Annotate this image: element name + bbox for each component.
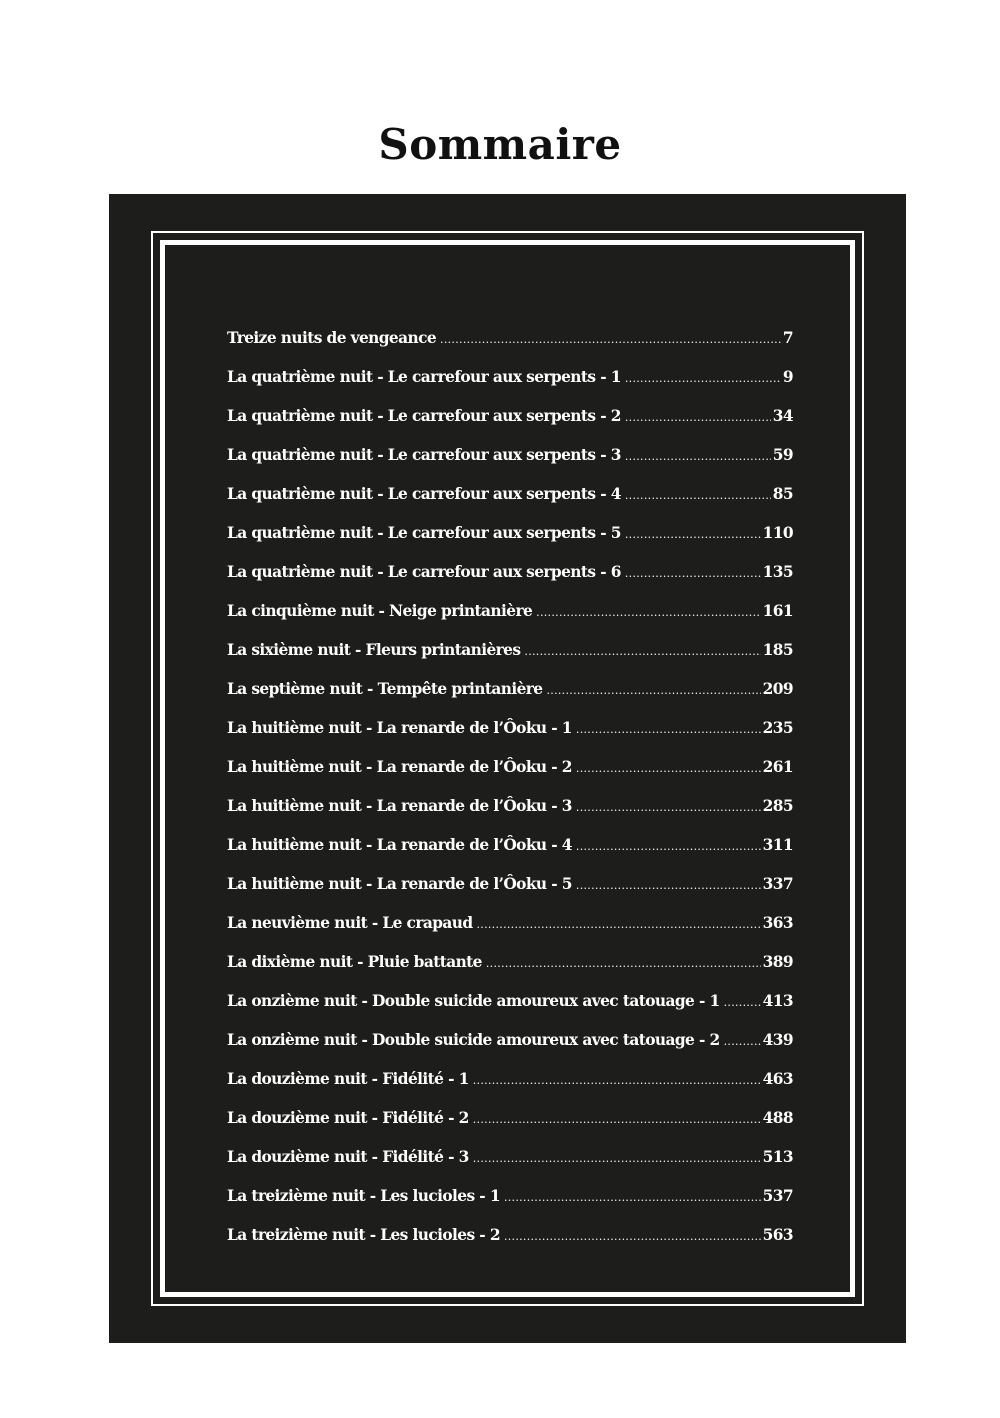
toc-entry-page-number: 363 — [762, 914, 793, 932]
toc-entry-title: La huitième nuit - La renarde de l’Ôoku - 5 — [227, 875, 572, 893]
toc-dot-leader — [625, 515, 761, 554]
toc-entry[interactable] — [227, 553, 793, 592]
toc-entry-page-number: 209 — [762, 680, 793, 698]
toc-entry-page-number: 537 — [762, 1187, 793, 1205]
toc-entry-title: La huitième nuit - La renarde de l’Ôoku - 1 — [227, 719, 572, 737]
toc-entry-page-number: 34 — [772, 407, 793, 425]
toc-entry-page-number: 439 — [762, 1031, 793, 1049]
toc-entry[interactable] — [227, 1177, 793, 1216]
toc-dot-leader — [473, 1139, 761, 1178]
toc-entry-page-number: 9 — [782, 368, 793, 386]
toc-entry-title: La septième nuit - Tempête printanière — [227, 680, 543, 698]
toc-entry-page-number: 413 — [762, 992, 793, 1010]
toc-entry[interactable] — [227, 709, 793, 748]
toc-entry-title: La dixième nuit - Pluie battante — [227, 953, 482, 971]
toc-entry-title: La neuvième nuit - Le crapaud — [227, 914, 473, 932]
toc-entry-title: La douzième nuit - Fidélité - 2 — [227, 1109, 469, 1127]
toc-entry-page-number: 85 — [772, 485, 793, 503]
toc-entry-title: La onzième nuit - Double suicide amoureux avec tatouage - 1 — [227, 992, 720, 1010]
toc-dot-leader — [625, 437, 771, 476]
page-title: Sommaire — [378, 120, 622, 169]
toc-entry[interactable] — [227, 631, 793, 670]
toc-entry-title: Treize nuits de vengeance — [227, 329, 437, 347]
toc-entry-page-number: 110 — [762, 524, 793, 542]
toc-entry-page-number: 463 — [762, 1070, 793, 1088]
toc-dot-leader — [504, 1178, 761, 1217]
toc-entry[interactable] — [227, 1060, 793, 1099]
toc-dot-leader — [576, 866, 761, 905]
table-of-contents — [227, 319, 793, 1255]
toc-entry-page-number: 185 — [762, 641, 793, 659]
toc-dot-leader — [440, 320, 781, 359]
toc-entry-page-number: 7 — [782, 329, 793, 347]
toc-dot-leader — [547, 671, 761, 710]
toc-dot-leader — [625, 554, 761, 593]
toc-dot-leader — [625, 398, 771, 437]
toc-entry-page-number: 311 — [762, 836, 793, 854]
toc-entry[interactable] — [227, 787, 793, 826]
toc-entry[interactable] — [227, 319, 793, 358]
toc-entry-title: La huitième nuit - La renarde de l’Ôoku - 4 — [227, 836, 572, 854]
toc-entry-page-number: 285 — [762, 797, 793, 815]
toc-entry[interactable] — [227, 865, 793, 904]
toc-entry-page-number: 261 — [762, 758, 793, 776]
toc-dot-leader — [625, 476, 771, 515]
toc-dot-leader — [576, 788, 761, 827]
toc-entry-page-number: 161 — [762, 602, 793, 620]
toc-entry-title: La douzième nuit - Fidélité - 3 — [227, 1148, 469, 1166]
toc-entry[interactable] — [227, 1021, 793, 1060]
toc-entry-page-number: 389 — [762, 953, 793, 971]
toc-entry-page-number: 488 — [762, 1109, 793, 1127]
toc-dot-leader — [576, 710, 761, 749]
toc-dot-leader — [724, 983, 761, 1022]
toc-dot-leader — [524, 632, 760, 671]
toc-entry-title: La huitième nuit - La renarde de l’Ôoku - 2 — [227, 758, 572, 776]
toc-entry[interactable] — [227, 475, 793, 514]
toc-dot-leader — [536, 593, 761, 632]
toc-entry-title: La sixième nuit - Fleurs printanières — [227, 641, 521, 659]
toc-entry[interactable] — [227, 826, 793, 865]
toc-dot-leader — [576, 749, 761, 788]
toc-dot-leader — [576, 827, 761, 866]
toc-entry-page-number: 135 — [762, 563, 793, 581]
toc-entry[interactable] — [227, 943, 793, 982]
toc-entry-title: La quatrième nuit - Le carrefour aux serpents - 5 — [227, 524, 621, 542]
toc-entry-title: La quatrième nuit - Le carrefour aux serpents - 3 — [227, 446, 621, 464]
toc-entry[interactable] — [227, 514, 793, 553]
toc-dot-leader — [724, 1022, 761, 1061]
toc-entry-title: La treizième nuit - Les lucioles - 1 — [227, 1187, 500, 1205]
toc-entry-title: La quatrième nuit - Le carrefour aux serpents - 1 — [227, 368, 621, 386]
toc-entry[interactable] — [227, 1216, 793, 1255]
toc-dot-leader — [473, 1061, 761, 1100]
toc-entry-title: La huitième nuit - La renarde de l’Ôoku - 3 — [227, 797, 572, 815]
toc-entry-title: La quatrième nuit - Le carrefour aux serpents - 4 — [227, 485, 621, 503]
toc-entry-title: La cinquième nuit - Neige printanière — [227, 602, 533, 620]
toc-entry[interactable] — [227, 904, 793, 943]
toc-entry-page-number: 235 — [762, 719, 793, 737]
toc-entry-page-number: 563 — [762, 1226, 793, 1244]
toc-entry[interactable] — [227, 670, 793, 709]
toc-entry[interactable] — [227, 436, 793, 475]
toc-entry-title: La quatrième nuit - Le carrefour aux serpents - 2 — [227, 407, 621, 425]
toc-dot-leader — [625, 359, 781, 398]
toc-dot-leader — [486, 944, 761, 983]
toc-entry-page-number: 59 — [772, 446, 793, 464]
toc-entry[interactable] — [227, 748, 793, 787]
toc-entry[interactable] — [227, 1138, 793, 1177]
toc-entry[interactable] — [227, 982, 793, 1021]
toc-entry-page-number: 337 — [762, 875, 793, 893]
toc-dot-leader — [504, 1217, 761, 1256]
toc-entry-title: La douzième nuit - Fidélité - 1 — [227, 1070, 469, 1088]
toc-entry[interactable] — [227, 592, 793, 631]
toc-entry[interactable] — [227, 1099, 793, 1138]
toc-entry-title: La treizième nuit - Les lucioles - 2 — [227, 1226, 500, 1244]
toc-entry-title: La quatrième nuit - Le carrefour aux serpents - 6 — [227, 563, 621, 581]
toc-dot-leader — [477, 905, 761, 944]
toc-entry[interactable] — [227, 358, 793, 397]
toc-entry-title: La onzième nuit - Double suicide amoureux avec tatouage - 2 — [227, 1031, 720, 1049]
toc-entry[interactable] — [227, 397, 793, 436]
toc-entry-page-number: 513 — [762, 1148, 793, 1166]
toc-dot-leader — [473, 1100, 761, 1139]
